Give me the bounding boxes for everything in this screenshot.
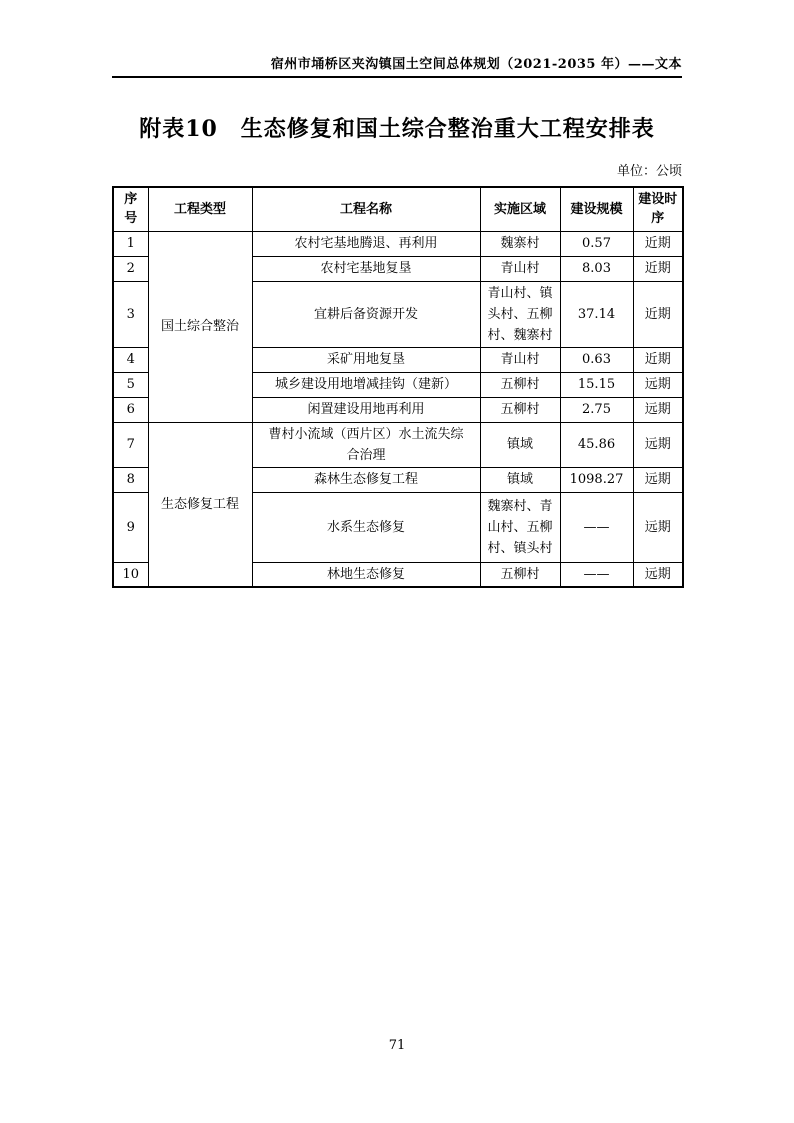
cell-seq: 2 [113,256,148,281]
col-header-seq [113,187,148,231]
cell-scale: 1098.27 [560,467,633,492]
cell-name-text: 曹村小流域（西片区）水土流失综合治理 [268,426,464,463]
cell-seq: 8 [113,467,148,492]
table-row [113,422,683,467]
cell-name: 水系生态修复 [252,492,480,562]
cell-area: 五柳村 [480,397,560,422]
cell-scale: 37.14 [560,281,633,347]
cell-area: 镇域 [480,467,560,492]
col-header-area: 实施区域 [480,187,560,231]
cell-area: 魏寨村、青山村、五柳村、镇头村 [480,492,560,562]
cell-type-group-eco-restoration: 生态修复工程 [148,422,252,587]
cell-area: 青山村 [480,347,560,372]
cell-scale: —— [560,492,633,562]
col-header-type: 工程类型 [148,187,252,231]
cell-phase: 远期 [633,467,683,492]
cell-scale: —— [560,562,633,587]
cell-seq: 5 [113,372,148,397]
page-number: 71 [388,1038,406,1053]
cell-name: 农村宅基地腾退、再利用 [252,231,480,256]
cell-name: 城乡建设用地增减挂钩（建新） [252,372,480,397]
cell-name: 林地生态修复 [252,562,480,587]
cell-name: 闲置建设用地再利用 [252,397,480,422]
table-row [113,231,683,256]
cell-phase: 远期 [633,422,683,467]
cell-phase: 远期 [633,397,683,422]
cell-scale: 8.03 [560,256,633,281]
cell-seq: 10 [113,562,148,587]
cell-name [252,422,480,467]
col-header-scale: 建设规模 [560,187,633,231]
cell-area: 青山村 [480,256,560,281]
col-header-name: 工程名称 [252,187,480,231]
cell-name: 采矿用地复垦 [252,347,480,372]
cell-area: 镇域 [480,422,560,467]
cell-scale: 15.15 [560,372,633,397]
cell-seq: 6 [113,397,148,422]
page-content [112,0,682,588]
cell-seq: 3 [113,281,148,347]
running-header: 宿州市埇桥区夹沟镇国土空间总体规划（2021-2035 年）——文本 [112,0,682,78]
cell-phase: 远期 [633,492,683,562]
cell-name: 农村宅基地复垦 [252,256,480,281]
page-title: 附表10 生态修复和国土综合整治重大工程安排表 [139,116,655,142]
cell-area: 五柳村 [480,562,560,587]
cell-phase: 近期 [633,256,683,281]
cell-name: 宜耕后备资源开发 [252,281,480,347]
cell-phase: 近期 [633,231,683,256]
cell-seq: 9 [113,492,148,562]
cell-area: 青山村、镇头村、五柳村、魏寨村 [480,281,560,347]
col-header-seq-label: 序号 [124,192,138,227]
cell-name: 森林生态修复工程 [252,467,480,492]
cell-phase: 近期 [633,281,683,347]
cell-phase: 远期 [633,562,683,587]
projects-table [112,186,684,588]
cell-scale: 2.75 [560,397,633,422]
cell-type-group-land-consolidation: 国土综合整治 [148,231,252,422]
unit-note: 单位：公顷 [616,164,682,179]
cell-seq: 7 [113,422,148,467]
cell-area: 五柳村 [480,372,560,397]
col-header-phase: 建设时序 [633,187,683,231]
table-header-row [113,187,683,231]
cell-seq: 1 [113,231,148,256]
cell-phase: 近期 [633,347,683,372]
cell-scale: 0.63 [560,347,633,372]
cell-scale: 0.57 [560,231,633,256]
cell-phase: 远期 [633,372,683,397]
cell-scale: 45.86 [560,422,633,467]
cell-area: 魏寨村 [480,231,560,256]
cell-seq: 4 [113,347,148,372]
